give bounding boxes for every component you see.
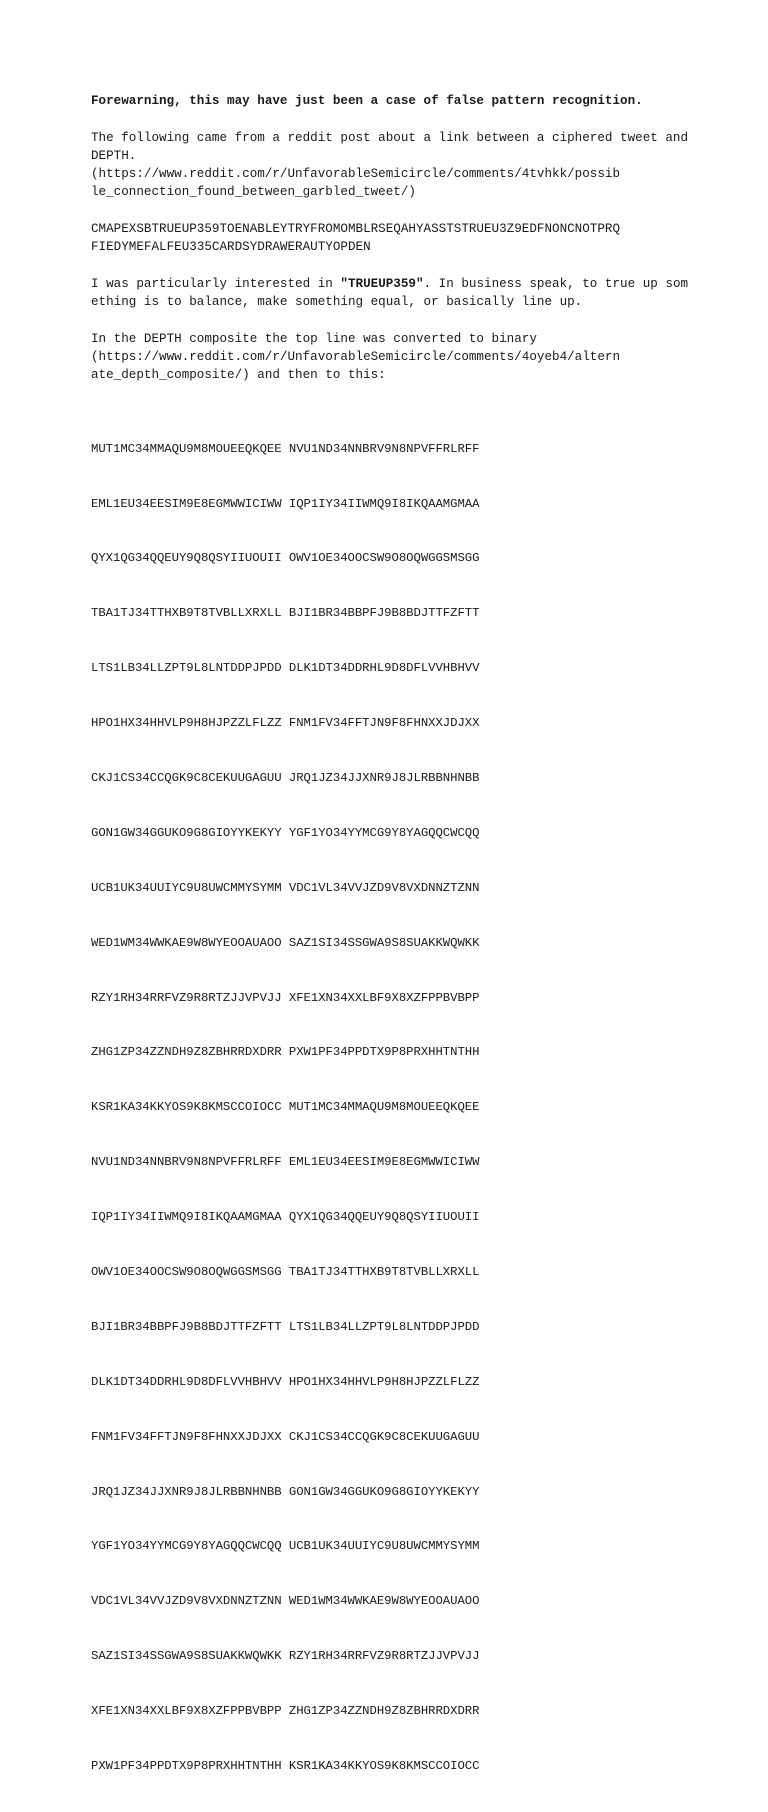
code-line: JRQ1JZ34JJXNR9J8JLRBBNHNBB GON1GW34GGUKO9G8GIOYYKEKYY [91,1484,480,1499]
code-line: QYX1QG34QQEUY9Q8QSYIIUOUII OWV1OE34OOCSW9O8OQWGGSMSGG [91,551,480,566]
intro-text: The following came from a reddit post about a link between a ciphered tweet and DEPTH. [91,130,696,163]
code-line: GON1GW34GGUKO9G8GIOYYKEKYY YGF1YO34YYMCG9Y8YAGQQCWCQQ [91,825,480,840]
cipher-code-block [91,403,691,1812]
intro-paragraph [91,129,696,202]
code-line: RZY1RH34RRFVZ9R8RTZJJVPVJJ XFE1XN34XXLBF9X8XZFPPBVBPP [91,990,480,1005]
code-line: NVU1ND34NNBRV9N8NPVFFRLRFF EML1EU34EESIM9E8EGMWWICIWW [91,1155,480,1170]
code-line: ZHG1ZP34ZZNDH9Z8ZBHRRDXDRR PXW1PF34PPDTX9P8PRXHHTNTHH [91,1045,480,1060]
forewarning-paragraph: Forewarning, this may have just been a case of false pattern recognition. [91,94,643,108]
document-page [91,92,696,1812]
code-line: YGF1YO34YYMCG9Y8YAGQQCWCQQ UCB1UK34UUIYC9U8UWCMMYSYMM [91,1539,480,1554]
reddit-link-1b: le_connection_found_between_garbled_tweet/) [91,185,416,200]
code-line: HPO1HX34HHVLP9H8HJPZZLFLZZ FNM1FV34FFTJN9F8FHNXXJDJXX [91,716,480,731]
code-line: WED1WM34WWKAE9W8WYEOOAUAOO SAZ1SI34SSGWA9S8SUAKKWQWKK [91,935,480,950]
cipher-line-2: FIEDYMEFALFEU335CARDSYDRAWERAUTYOPDEN [91,240,371,255]
depth-paragraph [91,330,691,385]
code-line: CKJ1CS34CCQGK9C8CEKUUGAGUU JRQ1JZ34JJXNR9J8JLRBBNHNBB [91,770,480,785]
code-line: FNM1FV34FFTJN9F8FHNXXJDJXX CKJ1CS34CCQGK9C8CEKUUGAGUU [91,1429,480,1444]
cipher-paragraph [91,220,691,257]
code-line: KSR1KA34KKYOS9K8KMSCCOIOCC MUT1MC34MMAQU9M8MOUEEQKQEE [91,1100,480,1115]
code-line: MUT1MC34MMAQU9M8MOUEEQKQEE NVU1ND34NNBRV9N8NPVFFRLRFF [91,441,480,456]
code-line: DLK1DT34DDRHL9D8DFLVVHBHVV HPO1HX34HHVLP9H8HJPZZLFLZZ [91,1374,480,1389]
reddit-link-2a: (https://www.reddit.com/r/UnfavorableSemicircle/comments/4oyeb4/altern [91,350,621,365]
code-line: BJI1BR34BBPFJ9B8BDJTTFZFTT LTS1LB34LLZPT9L8LNTDDPJPDD [91,1319,480,1334]
code-line: UCB1UK34UUIYC9U8UWCMMYSYMM VDC1VL34VVJZD9V8VXDNNZTZNN [91,880,480,895]
code-line: SAZ1SI34SSGWA9S8SUAKKWQWKK RZY1RH34RRFVZ9R8RTZJJVPVJJ [91,1649,480,1664]
interest-text-pre: I was particularly interested in [91,276,341,291]
code-line: PXW1PF34PPDTX9P8PRXHHTNTHH KSR1KA34KKYOS9K8KMSCCOIOCC [91,1759,480,1774]
code-line: OWV1OE34OOCSW9O8OQWGGSMSGG TBA1TJ34TTHXB9T8TVBLLXRXLL [91,1265,480,1279]
trueup-highlight: "TRUEUP359" [340,276,424,291]
reddit-link-2b: ate_depth_composite/) and then to this: [91,368,386,383]
depth-text: In the DEPTH composite the top line was converted to binary [91,331,537,346]
code-line: EML1EU34EESIM9E8EGMWWICIWW IQP1IY34IIWMQ9I8IKQAAMGMAA [91,496,480,511]
code-line: IQP1IY34IIWMQ9I8IKQAAMGMAA QYX1QG34QQEUY9Q8QSYIIUOUII [91,1210,480,1225]
interest-text-post: . In business speak, to true up something is to balance, make something equal, or basically line up. [91,276,689,310]
reddit-link-1a: (https://www.reddit.com/r/UnfavorableSemicircle/comments/4tvhkk/possib [91,167,621,182]
interest-paragraph [91,275,691,312]
code-line: LTS1LB34LLZPT9L8LNTDDPJPDD DLK1DT34DDRHL9D8DFLVVHBHVV [91,661,480,676]
code-line: XFE1XN34XXLBF9X8XZFPPBVBPP ZHG1ZP34ZZNDH9Z8ZBHRRDXDRR [91,1704,480,1719]
code-line: TBA1TJ34TTHXB9T8TVBLLXRXLL BJI1BR34BBPFJ9B8BDJTTFZFTT [91,606,480,621]
code-line: VDC1VL34VVJZD9V8VXDNNZTZNN WED1WM34WWKAE9W8WYEOOAUAOO [91,1594,480,1609]
cipher-line-1: CMAPEXSBTRUEUP359TOENABLEYTRYFROMOMBLRSEQAHYASSTSTRUEU3Z9EDFNONCNOTPRQ [91,222,621,237]
